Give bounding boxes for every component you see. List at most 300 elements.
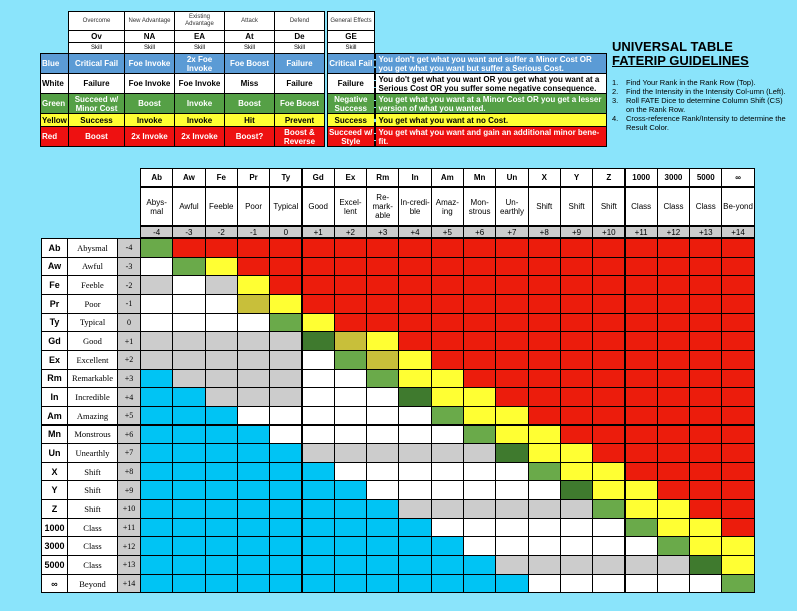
intensity-name: Good (67, 331, 118, 351)
result-cell (689, 275, 722, 295)
rank-code: In (398, 168, 431, 187)
result-cell (172, 350, 205, 370)
rank-name: Typical (269, 187, 302, 226)
result-cell (721, 238, 754, 258)
rank-code: Aw (172, 168, 205, 187)
result-cell (366, 350, 399, 370)
intensity-name: Typical (67, 313, 118, 333)
intensity-code: Ty (41, 313, 68, 333)
result-cell (398, 387, 431, 407)
result-cell (431, 443, 464, 463)
result-cell (689, 462, 722, 482)
result-cell (560, 257, 593, 277)
intensity-name: Excellent (67, 350, 118, 370)
result-cell (140, 443, 173, 463)
result-cell (302, 462, 335, 482)
intensity-number: +11 (117, 518, 141, 538)
intensity-code: 3000 (41, 536, 68, 556)
result-cell (592, 406, 625, 426)
action-result: Success (69, 114, 125, 127)
result-cell (625, 238, 658, 258)
result-cell (302, 480, 335, 500)
result-cell (237, 518, 270, 538)
result-cell (398, 369, 431, 389)
result-cell (398, 275, 431, 295)
result-cell (140, 313, 173, 333)
action-header: Defend (275, 12, 325, 31)
result-cell (592, 499, 625, 519)
result-cell (302, 518, 335, 538)
action-header: New Advantage (125, 12, 175, 31)
intensity-name: Abysmal (67, 238, 118, 258)
result-cell (334, 350, 367, 370)
result-cell (463, 369, 496, 389)
result-cell (528, 499, 561, 519)
action-result: Foe Boost (225, 54, 275, 74)
result-cell (625, 499, 658, 519)
row-label: Red (41, 127, 69, 147)
result-cell (140, 387, 173, 407)
effects-header: General Effects (328, 12, 375, 31)
result-cell (495, 425, 528, 445)
result-cell (560, 350, 593, 370)
guidelines-title-line2: FATERIP GUIDELINES (612, 53, 749, 68)
step-number: 4. (612, 114, 619, 123)
effects-description: You get what you want at no Cost. (375, 114, 607, 127)
action-result: Boost & Reverse (275, 127, 325, 147)
result-cell (463, 574, 496, 594)
result-cell (205, 536, 238, 556)
rank-number: 0 (269, 226, 302, 238)
result-cell (625, 350, 658, 370)
result-cell (237, 425, 270, 445)
rank-number: +12 (657, 226, 690, 238)
result-cell (528, 443, 561, 463)
result-cell (463, 406, 496, 426)
rank-code: Z (592, 168, 625, 187)
result-cell (334, 443, 367, 463)
result-cell (495, 275, 528, 295)
result-cell (592, 238, 625, 258)
result-cell (657, 574, 690, 594)
result-cell (560, 369, 593, 389)
result-cell (269, 387, 302, 407)
rank-name: Mon-strous (463, 187, 496, 226)
result-cell (205, 257, 238, 277)
result-cell (172, 462, 205, 482)
result-cell (592, 480, 625, 500)
result-cell (495, 387, 528, 407)
action-header: Attack (225, 12, 275, 31)
result-cell (205, 518, 238, 538)
intensity-name: Remarkable (67, 369, 118, 389)
result-cell (237, 480, 270, 500)
result-cell (528, 294, 561, 314)
result-cell (592, 443, 625, 463)
intensity-code: Mn (41, 425, 68, 445)
intensity-number: -3 (117, 257, 141, 277)
action-result: Boost (125, 94, 175, 114)
intensity-number: -2 (117, 275, 141, 295)
result-cell (625, 313, 658, 333)
result-cell (495, 480, 528, 500)
result-cell (657, 238, 690, 258)
result-cell (334, 275, 367, 295)
result-cell (398, 536, 431, 556)
rank-code: Am (431, 168, 464, 187)
intensity-name: Amazing (67, 406, 118, 426)
result-cell (592, 257, 625, 277)
rank-name: Class (689, 187, 722, 226)
result-cell (172, 257, 205, 277)
result-cell (625, 480, 658, 500)
rank-number: -1 (237, 226, 270, 238)
result-cell (172, 369, 205, 389)
result-cell (625, 369, 658, 389)
action-result: Boost? (225, 127, 275, 147)
guideline-step (612, 114, 792, 132)
result-cell (269, 331, 302, 351)
result-cell (560, 238, 593, 258)
intensity-number: -4 (117, 238, 141, 258)
result-cell (721, 257, 754, 277)
result-cell (721, 294, 754, 314)
result-cell (366, 275, 399, 295)
result-cell (689, 574, 722, 594)
action-result: Foe Invoke (175, 74, 225, 94)
action-result: 2x Invoke (125, 127, 175, 147)
intensity-code: X (41, 462, 68, 482)
result-cell (366, 536, 399, 556)
result-cell (172, 443, 205, 463)
result-cell (495, 499, 528, 519)
action-result: Prevent (275, 114, 325, 127)
result-cell (463, 443, 496, 463)
result-cell (269, 462, 302, 482)
result-cell (560, 275, 593, 295)
result-cell (398, 313, 431, 333)
result-cell (625, 462, 658, 482)
result-cell (592, 387, 625, 407)
result-cell (431, 406, 464, 426)
action-header: Existing Advantage (175, 12, 225, 31)
step-text: Roll FATE Dice to determine Column Shift (CS) on the Rank Row. (626, 96, 783, 114)
action-result: Succeed w/ Minor Cost (69, 94, 125, 114)
result-cell (366, 387, 399, 407)
result-cell (334, 331, 367, 351)
result-cell (302, 555, 335, 575)
result-cell (721, 443, 754, 463)
result-cell (431, 499, 464, 519)
intensity-code: Fe (41, 275, 68, 295)
effects-description: You do't get what you want OR you get what you want at a Serious Cost OR you suffer some negative consequence. (375, 74, 607, 94)
result-cell (205, 406, 238, 426)
result-cell (269, 499, 302, 519)
result-cell (237, 331, 270, 351)
result-cell (689, 536, 722, 556)
result-cell (140, 369, 173, 389)
result-cell (592, 462, 625, 482)
result-cell (560, 574, 593, 594)
effects-code: GE (328, 31, 375, 43)
result-cell (431, 480, 464, 500)
result-cell (269, 257, 302, 277)
result-cell (495, 462, 528, 482)
result-cell (334, 518, 367, 538)
result-cell (398, 518, 431, 538)
effects-description: You don't get what you want and suffer a Minor Cost OR you get what you want but suffer a Serious Cost. (375, 54, 607, 74)
result-cell (302, 443, 335, 463)
result-cell (689, 518, 722, 538)
result-cell (431, 387, 464, 407)
result-cell (657, 275, 690, 295)
result-cell (269, 443, 302, 463)
result-cell (592, 425, 625, 445)
intensity-number: -1 (117, 294, 141, 314)
result-cell (237, 350, 270, 370)
intensity-name: Class (67, 518, 118, 538)
result-cell (172, 294, 205, 314)
intensity-code: Y (41, 480, 68, 500)
result-cell (721, 555, 754, 575)
result-cell (463, 518, 496, 538)
result-cell (237, 238, 270, 258)
intensity-number: +7 (117, 443, 141, 463)
row-label: Blue (41, 54, 69, 74)
result-cell (560, 331, 593, 351)
result-cell (721, 462, 754, 482)
result-cell (205, 499, 238, 519)
result-cell (560, 518, 593, 538)
result-cell (463, 387, 496, 407)
action-result: Foe Invoke (125, 74, 175, 94)
result-cell (625, 536, 658, 556)
result-cell (334, 425, 367, 445)
result-cell (366, 574, 399, 594)
result-cell (237, 369, 270, 389)
result-cell (528, 275, 561, 295)
action-result: Foe Boost (275, 94, 325, 114)
result-cell (431, 257, 464, 277)
result-cell (495, 555, 528, 575)
result-cell (528, 518, 561, 538)
result-cell (463, 331, 496, 351)
result-cell (172, 313, 205, 333)
result-cell (592, 275, 625, 295)
rank-number: +9 (560, 226, 593, 238)
rank-name: Amaz-ing (431, 187, 464, 226)
result-cell (302, 331, 335, 351)
result-cell (140, 425, 173, 445)
intensity-number: +12 (117, 536, 141, 556)
result-cell (269, 574, 302, 594)
action-result: Critical Fail (69, 54, 125, 74)
action-code: NA (125, 31, 175, 43)
result-cell (689, 499, 722, 519)
result-cell (657, 536, 690, 556)
action-result: Invoke (175, 114, 225, 127)
result-cell (269, 369, 302, 389)
intensity-code: Z (41, 499, 68, 519)
result-cell (366, 499, 399, 519)
rank-number: -2 (205, 226, 238, 238)
intensity-name: Shift (67, 499, 118, 519)
guideline-step (612, 78, 792, 87)
result-cell (721, 313, 754, 333)
rank-name: Un-earthly (495, 187, 528, 226)
guideline-step (612, 87, 792, 96)
result-cell (140, 574, 173, 594)
result-cell (625, 555, 658, 575)
result-cell (431, 331, 464, 351)
action-result: Hit (225, 114, 275, 127)
result-cell (463, 480, 496, 500)
result-cell (269, 313, 302, 333)
result-cell (431, 294, 464, 314)
result-cell (366, 331, 399, 351)
result-cell (366, 257, 399, 277)
result-cell (172, 331, 205, 351)
result-cell (528, 406, 561, 426)
result-cell (721, 406, 754, 426)
step-number: 2. (612, 87, 619, 96)
result-cell (237, 443, 270, 463)
result-cell (463, 238, 496, 258)
result-cell (721, 518, 754, 538)
result-cell (398, 462, 431, 482)
result-cell (689, 387, 722, 407)
result-cell (560, 406, 593, 426)
result-cell (431, 238, 464, 258)
result-cell (528, 480, 561, 500)
result-cell (463, 462, 496, 482)
result-cell (205, 369, 238, 389)
result-cell (560, 425, 593, 445)
rank-name: Poor (237, 187, 270, 226)
result-cell (625, 518, 658, 538)
result-cell (689, 425, 722, 445)
result-cell (398, 331, 431, 351)
rank-code: Y (560, 168, 593, 187)
result-cell (625, 294, 658, 314)
result-cell (172, 275, 205, 295)
result-cell (431, 350, 464, 370)
result-cell (560, 499, 593, 519)
intensity-number: +4 (117, 387, 141, 407)
rank-name: Be-yond (721, 187, 754, 226)
result-cell (463, 350, 496, 370)
intensity-number: +13 (117, 555, 141, 575)
result-cell (689, 406, 722, 426)
result-cell (495, 294, 528, 314)
result-cell (528, 425, 561, 445)
result-cell (172, 238, 205, 258)
result-cell (140, 555, 173, 575)
result-cell (366, 480, 399, 500)
result-cell (721, 574, 754, 594)
result-cell (431, 574, 464, 594)
result-cell (721, 536, 754, 556)
result-cell (463, 275, 496, 295)
result-cell (495, 350, 528, 370)
result-cell (302, 387, 335, 407)
result-cell (431, 536, 464, 556)
rank-code: Fe (205, 168, 238, 187)
result-cell (721, 499, 754, 519)
result-cell (334, 369, 367, 389)
result-cell (463, 425, 496, 445)
result-cell (657, 313, 690, 333)
result-cell (334, 499, 367, 519)
result-cell (431, 369, 464, 389)
result-cell (140, 536, 173, 556)
result-cell (657, 350, 690, 370)
rank-number: +10 (592, 226, 625, 238)
intensity-code: Am (41, 406, 68, 426)
rank-name: Abys-mal (140, 187, 173, 226)
result-cell (657, 257, 690, 277)
result-cell (592, 350, 625, 370)
result-cell (302, 275, 335, 295)
effects-description: You get what you want at a Minor Cost OR you get a lesser version of what you wanted. (375, 94, 607, 114)
result-cell (625, 257, 658, 277)
result-cell (592, 331, 625, 351)
result-cell (205, 480, 238, 500)
effects-result: Succeed w/ Style (328, 127, 373, 146)
intensity-name: Incredible (67, 387, 118, 407)
rank-number: +11 (625, 226, 658, 238)
result-cell (398, 406, 431, 426)
result-cell (689, 480, 722, 500)
result-cell (140, 480, 173, 500)
result-cell (398, 238, 431, 258)
result-cell (721, 350, 754, 370)
rank-number: +5 (431, 226, 464, 238)
rank-number: +1 (302, 226, 335, 238)
action-result: Invoke (175, 94, 225, 114)
step-text: Find Your Rank in the Rank Row (Top). (626, 78, 756, 87)
result-cell (302, 350, 335, 370)
effects-result: Critical Fail (328, 54, 375, 74)
result-cell (592, 313, 625, 333)
result-cell (625, 387, 658, 407)
result-cell (431, 518, 464, 538)
action-header: Overcome (69, 12, 125, 31)
rank-name: Awful (172, 187, 205, 226)
result-cell (398, 443, 431, 463)
result-cell (334, 536, 367, 556)
effects-result: Negative Success (328, 94, 375, 114)
result-cell (528, 462, 561, 482)
result-cell (334, 480, 367, 500)
result-cell (140, 294, 173, 314)
effects-result: Success (328, 114, 375, 127)
result-cell (366, 462, 399, 482)
result-cell (334, 555, 367, 575)
rank-name: Shift (528, 187, 561, 226)
result-cell (560, 294, 593, 314)
effects-description: You get what you want and gain an additional minor bene-fit. (375, 127, 607, 147)
result-cell (657, 406, 690, 426)
result-cell (205, 331, 238, 351)
rank-name: Shift (560, 187, 593, 226)
result-cell (528, 350, 561, 370)
guidelines-list (612, 78, 792, 132)
result-cell (269, 294, 302, 314)
result-cell (140, 275, 173, 295)
result-cell (334, 574, 367, 594)
result-cell (398, 257, 431, 277)
